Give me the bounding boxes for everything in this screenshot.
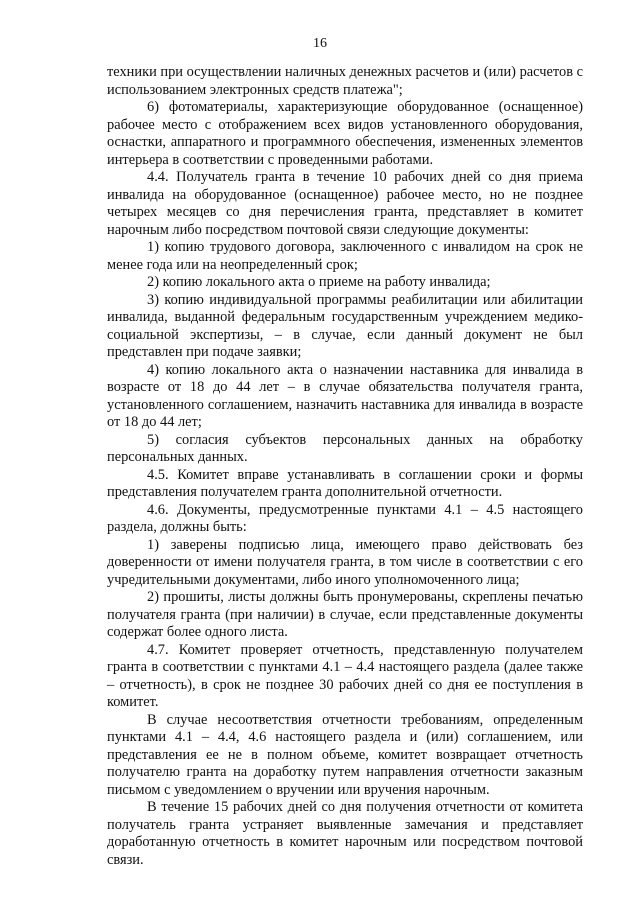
- page-number: 16: [313, 36, 327, 51]
- paragraph-item-2-stitched: 2) прошиты, листы должны быть пронумерованы, скреплены печатью получателя гранта (при наличии) в случае, если представленные документы содержат более одного листа.: [107, 589, 583, 640]
- paragraph-item-3-rehab-program: 3) копию индивидуальной программы реабилитации или абилитации инвалида, выданной федеральным государственным учреждением медико-социальной экспертизы, – в случае, если данный документ не был представлен при подаче заявки;: [107, 291, 583, 360]
- paragraph-item-6-photos: 6) фотоматериалы, характеризующие оборудованное (оснащенное) рабочее место с отображением всех видов установленного оборудования, оснастки, аппаратного и программного обеспечения, измененных элементов интерьера в соответствии с проведенными работами.: [107, 99, 583, 168]
- paragraph-4-4: 4.4. Получатель гранта в течение 10 рабочих дней со дня приема инвалида на оборудованное (оснащенное) рабочее место, но не позднее четырех месяцев со дня перечисления гранта, представляет в комитет нарочным либо посредством почтовой связи следующие документы:: [107, 169, 583, 238]
- paragraph-4-5: 4.5. Комитет вправе устанавливать в соглашении сроки и формы представления получателем гранта дополнительной отчетности.: [107, 466, 583, 500]
- paragraph-continued: техники при осуществлении наличных денежных расчетов и (или) расчетов с использованием электронных средств платежа";: [107, 64, 583, 98]
- paragraph-noncompliance: В случае несоответствия отчетности требованиям, определенным пунктами 4.1 – 4.4, 4.6 настоящего раздела и (или) соглашением, или представления ее не в полном объеме, комитет возвращает отчетность получателю гранта на доработку путем направления отчетности заказным письмом с уведомлением о вручении или вручения нарочным.: [107, 711, 583, 798]
- paragraph-4-6: 4.6. Документы, предусмотренные пунктами 4.1 – 4.5 настоящего раздела, должны быть:: [107, 501, 583, 535]
- paragraph-4-7: 4.7. Комитет проверяет отчетность, представленную получателем гранта в соответствии с пунктами 4.1 – 4.4 настоящего раздела (далее также – отчетность), в срок не позднее 30 рабочих дней со дня ее поступления в комитет.: [107, 641, 583, 710]
- document-body: [107, 64, 583, 869]
- paragraph-item-2-local-act: 2) копию локального акта о приеме на работу инвалида;: [147, 274, 491, 290]
- paragraph-15-days: В течение 15 рабочих дней со дня получения отчетности от комитета получатель гранта устраняет выявленные замечания и представляет доработанную отчетность в комитет нарочным или посредством почтовой связи.: [107, 799, 583, 868]
- paragraph-item-1-certified: 1) заверены подписью лица, имеющего право действовать без доверенности от имени получателя гранта, в том числе в соответствии с его учредительными документами, либо иного уполномоченного лица;: [107, 536, 583, 588]
- paragraph-item-1-labor-contract: 1) копию трудового договора, заключенного с инвалидом на срок не менее года или на неопределенный срок;: [107, 239, 583, 273]
- paragraph-item-4-mentor-act: 4) копию локального акта о назначении наставника для инвалида в возрасте от 18 до 44 лет – в случае обязательства получателя гранта, установленного соглашением, назначить наставника для инвалида в возрасте от 18 до 44 лет;: [107, 361, 583, 430]
- paragraph-item-5-consent: 5) согласия субъектов персональных данных на обработку персональных данных.: [107, 431, 583, 465]
